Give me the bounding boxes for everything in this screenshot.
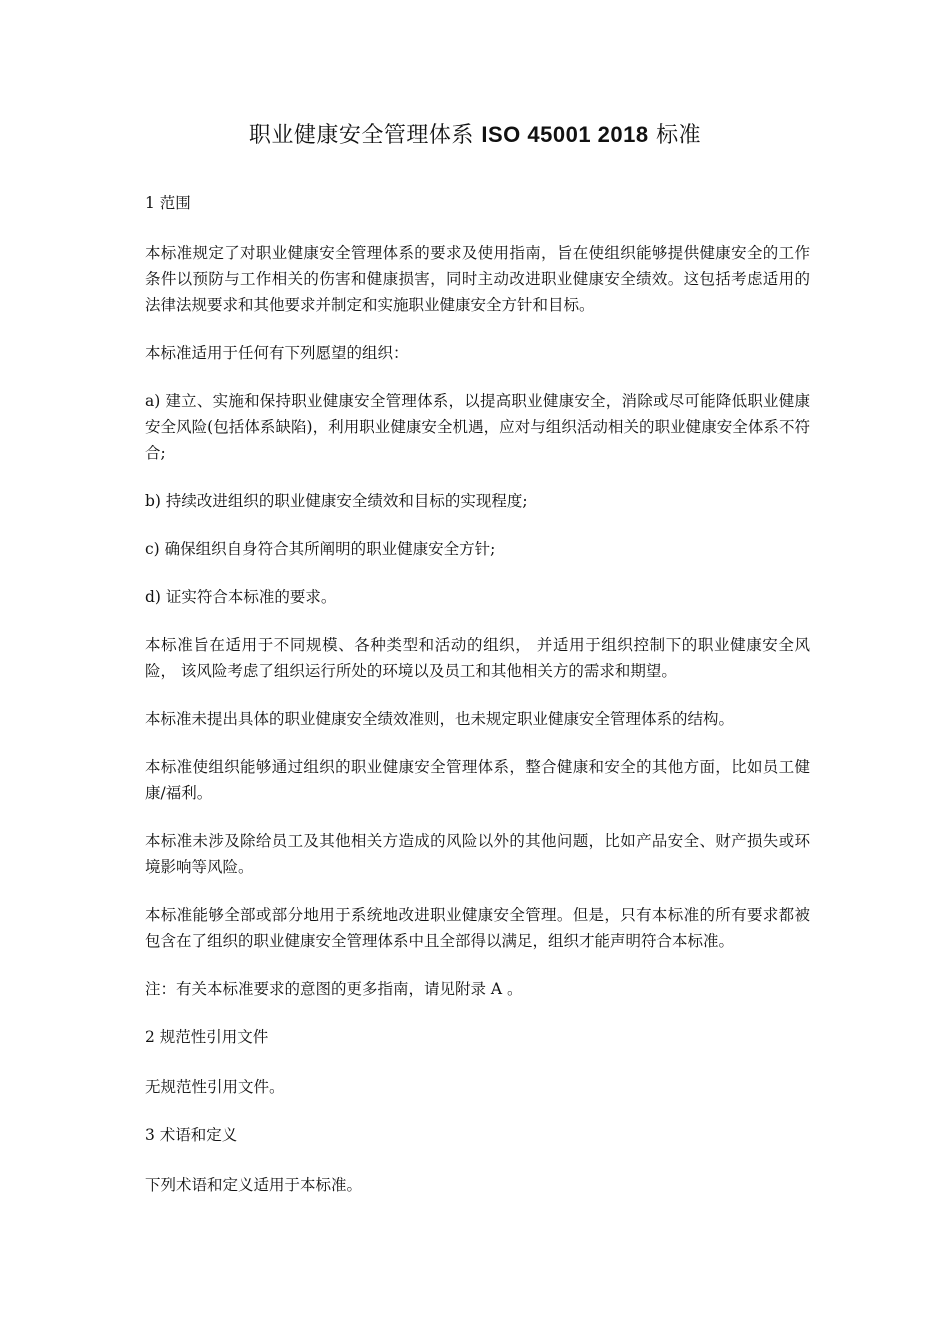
paragraph: 本标准使组织能够通过组织的职业健康安全管理体系，整合健康和安全的其他方面，比如员工健康/福利。	[145, 758, 810, 802]
title-suffix: 标准	[656, 123, 702, 148]
paragraph: 下列术语和定义适用于本标准。	[145, 1176, 363, 1194]
list-item: b) 持续改进组织的职业健康安全绩效和目标的实现程度;	[145, 492, 528, 510]
paragraph: 本标准旨在适用于不同规模、各种类型和活动的组织， 并适用于组织控制下的职业健康安全风险， 该风险考虑了组织运行所处的环境以及员工和其他相关方的需求和期望。	[145, 636, 810, 680]
paragraph: 无规范性引用文件。	[145, 1078, 285, 1096]
list-item: c) 确保组织自身符合其所阐明的职业健康安全方针;	[145, 540, 496, 558]
paragraph: 本标准能够全部或部分地用于系统地改进职业健康安全管理。但是，只有本标准的所有要求都被包含在了组织的职业健康安全管理体系中且全部得以满足，组织才能声明符合本标准。	[145, 906, 810, 950]
document-title	[0, 120, 950, 151]
list-item: d) 证实符合本标准的要求。	[145, 588, 337, 606]
title-prefix: 职业健康安全管理体系	[248, 123, 474, 148]
list-item: a) 建立、实施和保持职业健康安全管理体系，以提高职业健康安全，消除或尽可能降低职业健康安全风险(包括体系缺陷)，利用职业健康安全机遇，应对与组织活动相关的职业健康安全体系不符合;	[145, 392, 810, 462]
section-heading-terms-definitions: 3 术语和定义	[145, 1126, 238, 1144]
section-heading-normative-references: 2 规范性引用文件	[145, 1028, 269, 1046]
note: 注：有关本标准要求的意图的更多指南，请见附录 A 。	[145, 980, 523, 998]
section-heading-scope: 1 范围	[145, 194, 191, 212]
paragraph: 本标准未涉及除给员工及其他相关方造成的风险以外的其他问题，比如产品安全、财产损失或环境影响等风险。	[145, 832, 810, 876]
title-standard-code: ISO 45001 2018	[481, 122, 649, 147]
paragraph: 本标准规定了对职业健康安全管理体系的要求及使用指南，旨在使组织能够提供健康安全的工作条件以预防与工作相关的伤害和健康损害，同时主动改进职业健康安全绩效。这包括考虑适用的法律法规要求和其他要求并制定和实施职业健康安全方针和目标。	[145, 244, 810, 314]
paragraph: 本标准未提出具体的职业健康安全绩效准则，也未规定职业健康安全管理体系的结构。	[145, 710, 735, 728]
document-body	[145, 190, 810, 1220]
paragraph: 本标准适用于任何有下列愿望的组织：	[145, 344, 409, 362]
